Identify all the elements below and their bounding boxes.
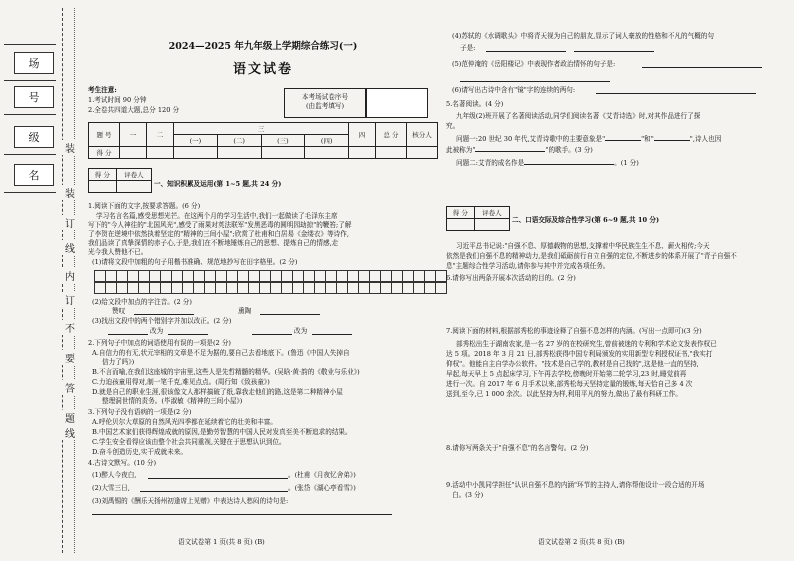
q2-option-d: D.就是自己的职业生涯,很该像文人那样搞破了纸,靠我走他们的路,这是第二种精神小屋 <box>92 388 343 396</box>
q4-line-2: (2)大雪三日, <box>92 484 130 492</box>
q6-answer-area[interactable] <box>446 284 776 324</box>
q1-passage: 写下的"今人神往的"北国风光",感受了雨果对英法联军"发黑恶毒的圆明园劫掠"的鞭笞;了解 <box>88 221 352 229</box>
score-table <box>88 122 438 159</box>
q5-intro: 九年级(2)班开展了名著阅读活动,同学们阅读名著《艾青诗选》时,对其作品进行了探 <box>456 112 701 120</box>
page-footer: 语文试卷第 1 页(共 8 页) (B) <box>178 538 265 546</box>
q7-passage: 仰权"。他能自主自学办公软件。"技术是自己学的,教材是自己找的",这是他一直的坚持, <box>446 360 699 368</box>
q4-line-1-source: 。(杜甫《月夜忆舍弟》) <box>288 471 356 479</box>
exam-title: 2024—2025 年九年级上学期综合练习(一) <box>168 41 358 52</box>
exam-subtitle: 语文试卷 <box>232 62 293 77</box>
binding-word: 线 <box>62 240 78 255</box>
field-line <box>4 80 56 81</box>
q9-answer-area[interactable] <box>446 502 776 530</box>
notice-item: 2.全卷共四道大题,总分 120 分 <box>88 106 180 114</box>
question-8: 8.请你写两条关于"自强不息"的名言警句。(2 分) <box>446 444 589 452</box>
grader-cell: 评卷人 <box>474 207 509 219</box>
q4-line-5: (5)范仲淹的《岳阳楼记》中表现作者政治情怀的句子是: <box>452 60 616 68</box>
q2-option-b: B.不言而喻,在我们这座城的宇宙里,这些人是先哲精髓的精华。(吴晗·黄·韵的《敬业与乐业》) <box>92 368 360 376</box>
score-input[interactable] <box>147 147 174 159</box>
question-9-cont: 白。(3 分) <box>452 491 484 499</box>
q3-option-c: C.学生安全看得应该由整个社会共同重视,关键在于思想认识到位。 <box>92 438 286 446</box>
q5-text: 问题二:艾青的成名作是 <box>456 159 525 167</box>
field-line <box>4 44 56 45</box>
question-1: 1.阅读下面的文字,按要求答题。(6 分) <box>88 202 201 210</box>
score-cell: 三 <box>174 123 349 135</box>
section-1-heading: 一、知识积累及运用(第 1~5 题,共 24 分) <box>154 180 282 188</box>
question-5: 5.名著阅读。(4 分) <box>446 100 504 108</box>
score-cell: (二) <box>217 135 261 147</box>
q5-blank[interactable] <box>524 164 614 165</box>
score-cell: (三) <box>261 135 305 147</box>
q8-answer-area[interactable] <box>446 454 776 478</box>
q5-intro-cont: 究。 <box>446 122 460 130</box>
score-cell: 总 分 <box>376 123 407 147</box>
q7-answer-area[interactable] <box>446 400 776 438</box>
question-2: 2.下列句子中加点的词语使用有误的一项是(2 分) <box>88 339 232 347</box>
section-2-intro: 依然是我们自强不息的精神动力,是我们砥砺前行自立自强的定位,不断进步的体系开展了"青子自强不 <box>446 252 737 260</box>
q5-question-1-cont <box>446 146 593 155</box>
binding-word: 装 <box>62 185 78 200</box>
field-name[interactable] <box>14 164 54 186</box>
question-3: 3.下列句子没有语病的一项是(2 分) <box>88 408 192 416</box>
score-cell: 一 <box>120 123 147 147</box>
field-line <box>4 192 56 193</box>
q7-passage: 达 5 项。2018 年 3 月 21 日,部秀松获得中国专利局颁发的实用新型专利授权证书,"我实打 <box>446 350 713 358</box>
grader-input[interactable] <box>116 181 151 193</box>
question-6: 6.请你写出两条开展本次活动的目的。(2 分) <box>446 274 576 282</box>
q4-line-4-cont: 子是: <box>460 44 476 52</box>
q3-option-d: D.奋斗创造历史,实干成就未来。 <box>92 448 187 456</box>
q1-sub1: (1)请将文段中加粗的句子用楷书准确、规范地抄写在田字格里。(2 分) <box>92 258 298 266</box>
q2-option-c: C.力迫孩童用得对,制一笔千克,难见点点。(周行知《致孩童》) <box>92 378 270 386</box>
binding-word: 装 <box>62 140 78 155</box>
q4-blank[interactable] <box>596 93 756 94</box>
correction-blank[interactable] <box>252 334 292 335</box>
pinyin-blank[interactable] <box>134 314 194 315</box>
binding-word: 内 <box>62 268 78 283</box>
q4-blank[interactable] <box>460 81 610 82</box>
field-label: 号 <box>28 91 40 104</box>
binding-word: 题 <box>62 410 78 425</box>
field-label: 名 <box>28 169 40 182</box>
q7-passage: 进行一次。自 2017 年 6 月手术以来,部秀松每天坚持定量的锻炼,每天恰自己多 4 次 <box>446 380 693 388</box>
section-2-heading: 二、口语交际及综合性学习(第 6~9 题,共 10 分) <box>512 216 660 224</box>
exam-page-1 <box>88 6 438 554</box>
grader-input[interactable] <box>447 219 475 231</box>
binding-word: 线 <box>62 425 78 440</box>
section-2-intro: 习近平总书记说:"自强不息、厚德载物的思想,支撑着中华民族生生不息、薪火相传;今天 <box>456 242 710 250</box>
q4-blank[interactable] <box>574 51 654 52</box>
score-cell: 题 号 <box>89 123 120 147</box>
q5-text: 此被称为" <box>446 146 476 154</box>
pinyin-blank[interactable] <box>260 314 320 315</box>
q4-line-3: (3)刘禹锡的《酬乐天扬州初逢席上见赠》中表达诗人愁闷的诗句是: <box>92 497 289 505</box>
correction-blank[interactable] <box>108 334 148 335</box>
q7-passage: 部秀松出生于湖南农家,是一名 27 岁的在校研究生,曾前被迷的专利和学术论文发表作权已 <box>456 340 717 348</box>
binding-word: 订 <box>62 215 78 230</box>
score-cell: (四) <box>305 135 349 147</box>
question-7: 7.阅读下面的材料,根据部秀松的事迹诠释了自强不息怎样的内涵。(写出一点即可)(3 分) <box>446 327 702 335</box>
grader-cell: 得 分 <box>447 207 475 219</box>
grid-row <box>94 270 446 282</box>
q1-passage: 了李贺在逆境中依然执着坚定的"精神的三间小屋";欣赏了杜甫和白居易《金缕衣》等诗作, <box>88 230 349 238</box>
q3-option-a: A.呼伦贝尔大草原的自然风光四季都在延续着它的壮美和丰富。 <box>92 418 277 426</box>
field-line <box>4 114 56 115</box>
tianzige-grid[interactable] <box>94 270 446 294</box>
q3-option-b: B.中国艺术家们获得辉煌成就的原因,是勤劳智慧的中国人民对发真至美不断追求的结果。 <box>92 428 352 436</box>
notice-item: 1.考试时间 90 分钟 <box>88 96 147 104</box>
question-4: 4.古诗文默写。(10 分) <box>88 459 157 467</box>
exam-page-2 <box>446 6 788 554</box>
score-input[interactable] <box>349 147 376 159</box>
q4-blank[interactable] <box>92 514 392 515</box>
binding-word: 不 <box>62 320 78 335</box>
field-label: 场 <box>28 57 40 70</box>
score-input[interactable] <box>407 147 438 159</box>
correction-label: 改为 <box>294 327 308 335</box>
q4-blank[interactable] <box>140 491 288 492</box>
pinyin-word: 熏陶 <box>238 307 252 315</box>
q5-question-1 <box>456 135 721 144</box>
q1-passage: 我们品读了真挚深情的赤子心,于是,我们在不断地锤炼自己的思想、提炼自己的情感,走 <box>88 239 339 247</box>
binding-word: 答 <box>62 380 78 395</box>
q5-text: 问题一:20 世纪 30 年代,艾青诗歌中的主要意象是" <box>456 135 606 143</box>
correction-blank[interactable] <box>168 334 208 335</box>
q2-option-a-cont: 信力了吗》) <box>102 358 135 366</box>
page-footer: 语文试卷第 2 页(共 8 页) (B) <box>538 538 625 546</box>
q5-question-2 <box>456 159 639 168</box>
grader-input[interactable] <box>89 181 117 193</box>
q5-text: "的歌手。(3 分) <box>545 146 593 154</box>
score-input[interactable] <box>217 147 261 159</box>
q4-blank[interactable] <box>642 67 762 68</box>
field-exam-room[interactable] <box>14 52 54 74</box>
field-class[interactable] <box>14 126 54 148</box>
q5-blank[interactable] <box>654 140 690 141</box>
q2-option-a: A.自信力的有无,状元宰相的文章是不足为据的,要自己去看地底下。(鲁迅《中国人失掉自 <box>92 349 350 357</box>
q5-text: 。(1 分) <box>614 159 639 167</box>
grader-cell: 评卷人 <box>116 169 151 181</box>
grader-box <box>88 168 152 193</box>
score-cell: 四 <box>349 123 376 147</box>
q5-text: ",诗人也因 <box>689 135 722 143</box>
q1-sub2: (2)给文段中加点的字注音。(2 分) <box>92 298 192 306</box>
score-cell: (一) <box>174 135 218 147</box>
score-cell: 得 分 <box>89 147 120 159</box>
q4-blank[interactable] <box>148 478 288 479</box>
q2-option-d-cont: 整理洞世情的责务。(毕淑敏《精神的三间小屋》) <box>102 397 243 405</box>
score-input[interactable] <box>120 147 147 159</box>
correction-blank[interactable] <box>312 334 352 335</box>
field-seat-number[interactable] <box>14 86 54 108</box>
q7-passage: 早起,每天早上 5 点起床学习,下午再去学校,傍晚时开始第二轮学习,23 时,睡觉前再 <box>446 370 687 378</box>
q4-line-6: (6)请写出古诗中含有"镜"字的连续的两句: <box>452 86 576 94</box>
grader-input[interactable] <box>474 219 509 231</box>
q4-blank[interactable] <box>486 51 566 52</box>
q5-blank[interactable] <box>475 151 545 152</box>
score-cell: 二 <box>147 123 174 147</box>
question-9: 9.活动中小凯同学担任"认识自强不息的内涵"环节的主持人,请你帮他设计一段合适的开场 <box>446 481 705 489</box>
binding-strip <box>0 0 92 561</box>
binding-word: 要 <box>62 350 78 365</box>
field-line <box>4 154 56 155</box>
notice-heading: 考生注意: <box>88 86 117 94</box>
q1-sub3: (3)找出文段中的两个错别字并加以改正。(2 分) <box>92 317 232 325</box>
score-input[interactable] <box>376 147 407 159</box>
seat-number-box <box>284 88 366 118</box>
q4-line-1: (1)醉人今夜白, <box>92 471 137 479</box>
seat-label: 本考场试卷序号 <box>301 93 349 101</box>
correction-label: 改为 <box>150 327 164 335</box>
q1-passage: 光今我人赞他不已。 <box>88 248 148 256</box>
grid-row <box>94 282 446 294</box>
seat-label: (由监考填写) <box>305 102 345 110</box>
q4-line-4: (4)苏轼的《水调歌头》中将青天视为自己的朋友,显示了词人豪放的性格和不凡的气概的句 <box>452 32 714 40</box>
score-input[interactable] <box>261 147 305 159</box>
score-cell: 核分人 <box>407 123 438 147</box>
q4-line-2-source: 。(张岱《湖心亭看雪》) <box>288 484 356 492</box>
q7-passage: 送到,至今,已 1 000 余次。以此坚持为样,利用平凡的努力,做出了最有科研工作。 <box>446 390 682 398</box>
field-label: 级 <box>28 131 40 144</box>
q5-text: "和" <box>641 135 654 143</box>
binding-word: 订 <box>62 292 78 307</box>
seat-number-input[interactable] <box>366 88 428 118</box>
section-2-intro: 息"主题综合性学习活动,请你参与其中并完成各项任务。 <box>446 262 610 270</box>
score-input[interactable] <box>174 147 218 159</box>
grader-cell: 得 分 <box>89 169 117 181</box>
grader-box <box>446 206 510 231</box>
q5-blank[interactable] <box>605 140 641 141</box>
score-input[interactable] <box>305 147 349 159</box>
pinyin-word: 赞叹 <box>112 307 126 315</box>
q1-passage: 学习名言名篇,感受思想光芒。在这两个月的学习生活中,我们一起做读了毛泽东主席 <box>96 212 338 220</box>
